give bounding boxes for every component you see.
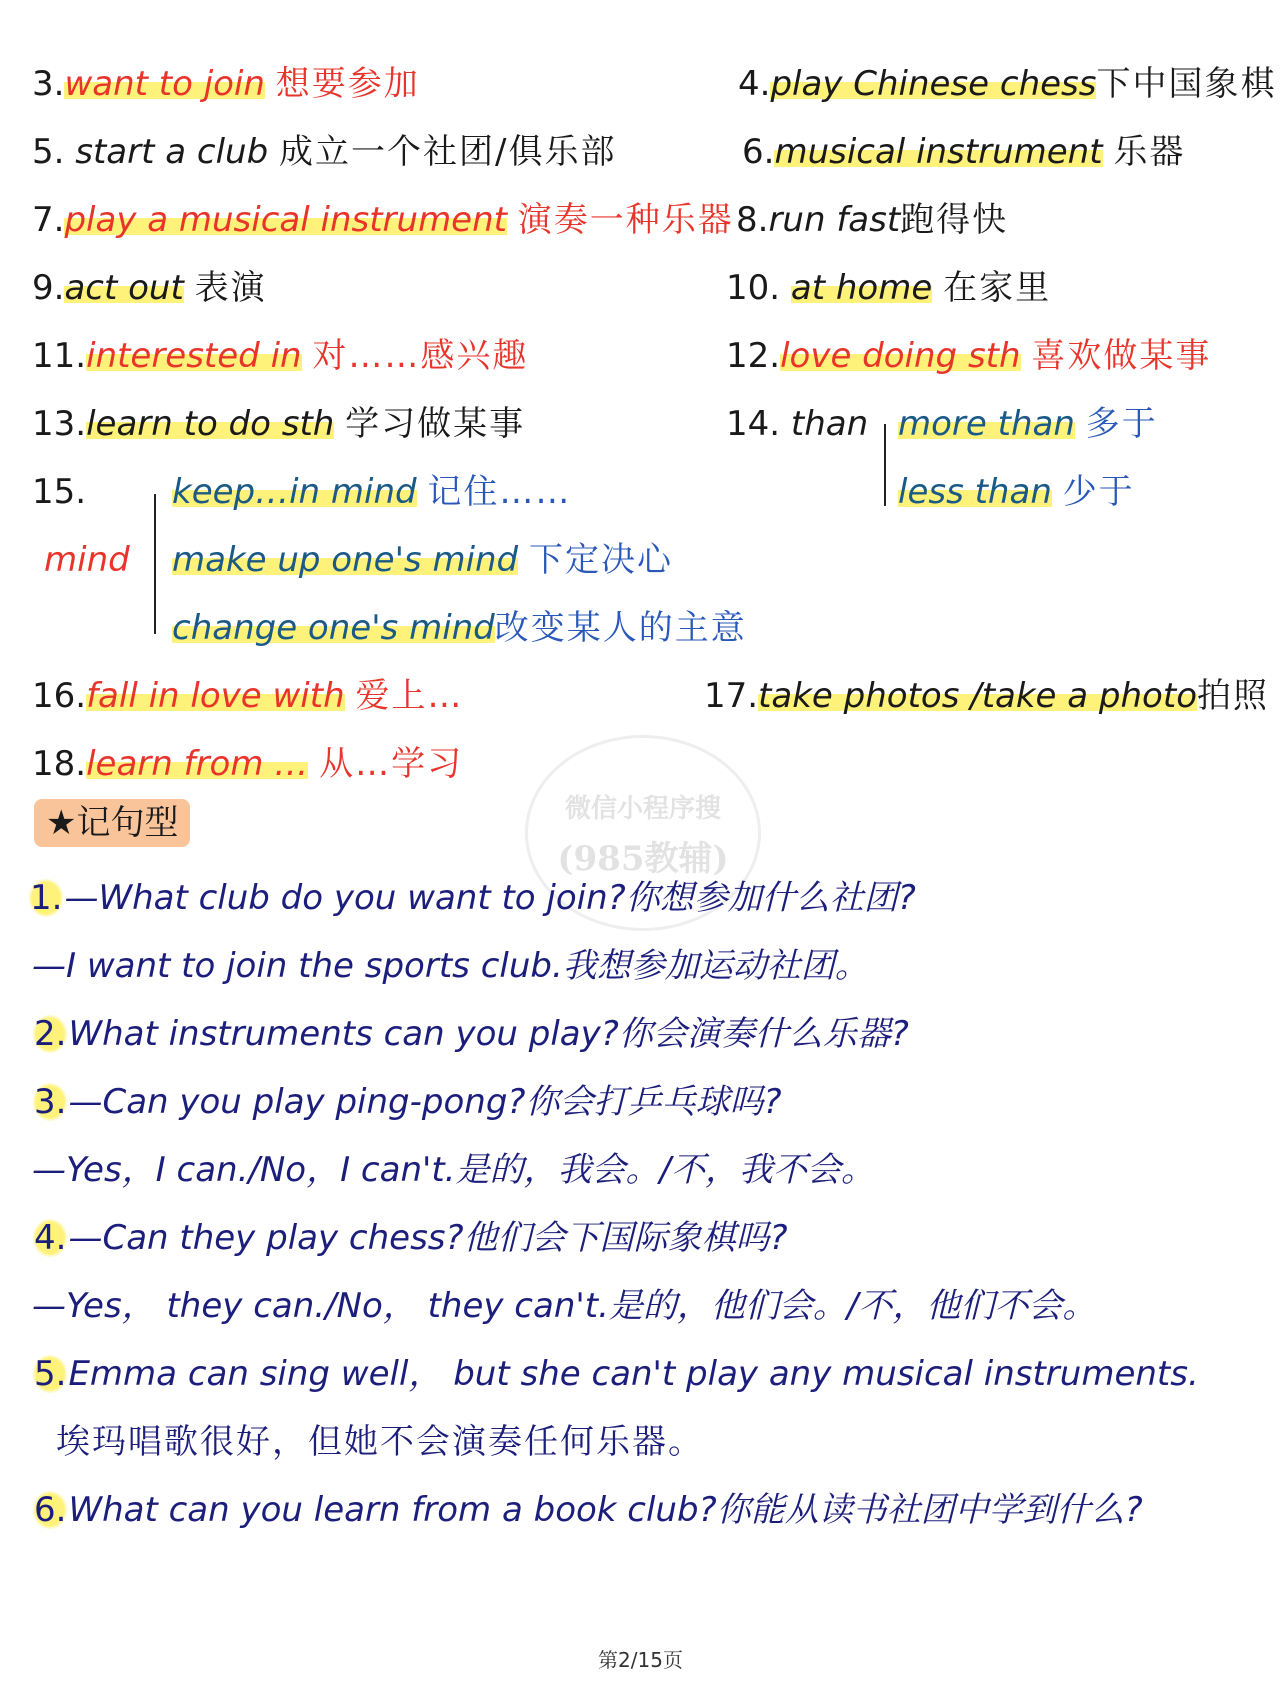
than-item-more [898,402,1158,446]
phrase-chinese: 从…学习 [319,744,464,784]
sentence-3 [32,1080,782,1124]
phrase-chinese: 在家里 [943,268,1052,308]
mind-chinese: 下定决心 [528,540,673,580]
section-title: ★记句型 [34,799,190,847]
watermark-line1: 微信小程序搜 [564,794,721,824]
phrase-english: want to join [64,64,265,104]
sentence-text: 埃玛唱歌很好，但她不会演奏任何乐器。 [56,1422,704,1462]
phrase-number: 4. [738,64,771,104]
sentence-4-answer [32,1284,1096,1328]
phrase-11 [32,334,528,378]
phrase-chinese: 爱上… [355,676,464,716]
mind-brace [154,494,156,634]
phrase-chinese: 对……感兴趣 [312,336,529,376]
phrase-english: learn from … [86,744,309,784]
page-number-footer: 第2/15页 [598,1648,683,1672]
sentence-text: What can you learn from a book club?你能从读书社团中学到什么? [68,1490,1143,1530]
phrase-6 [742,130,1185,174]
sentence-6 [32,1488,1143,1532]
sentence-number: 1. [30,878,63,918]
mind-english: keep…in mind [172,472,417,512]
sentence-number: 3. [34,1082,67,1122]
phrase-chinese: 成立一个社团/俱乐部 [279,132,617,172]
phrase-english: musical instrument [774,132,1103,172]
phrase-18 [32,742,463,786]
phrase-number: 6. [742,132,775,172]
phrase-chinese: 学习做某事 [345,404,526,444]
sentence-number: 4. [34,1218,67,1258]
phrase-chinese: 表演 [194,268,267,308]
sentence-number: 5. [34,1354,67,1394]
sentence-3-answer [32,1148,875,1192]
sentence-4 [32,1216,788,1260]
phrase-english: act out [64,268,184,308]
sentence-1 [28,876,916,920]
phrase-4 [738,62,1276,106]
sentence-text: —Can they play chess?他们会下国际象棋吗? [68,1218,788,1258]
phrase-9 [32,266,267,310]
phrase-3 [32,62,420,106]
phrase-number: 5. [32,132,65,172]
phrase-number: 3. [32,64,65,104]
phrase-15 [32,470,86,514]
sentence-text: —Yes，I can./No，I can't.是的，我会。/不，我不会。 [32,1150,875,1190]
phrase-english: play Chinese chess [770,64,1097,104]
phrase-chinese: 跑得快 [900,200,1009,240]
sentence-text: What instruments can you play?你会演奏什么乐器? [68,1014,909,1054]
phrase-8 [736,198,1008,242]
mind-label: mind [44,540,130,580]
sentence-text: —What club do you want to join?你想参加什么社团? [64,878,916,918]
sentence-text: —Yes， they can./No， they can't.是的，他们会。/不，他们不会。 [32,1286,1097,1326]
sentence-5 [32,1352,1199,1396]
than-english: less than [898,472,1052,512]
mind-word [44,538,130,582]
phrase-14 [726,402,868,446]
phrase-5 [32,130,616,174]
phrase-chinese: 演奏一种乐器 [517,200,734,240]
phrase-chinese: 拍照 [1197,676,1269,716]
phrase-english: interested in [86,336,302,376]
than-item-less [898,470,1135,514]
phrase-number: 12. [726,336,781,376]
sentence-5-translation [56,1420,704,1464]
sentence-2 [32,1012,909,1056]
watermark-line2: (985教辅) [557,839,729,879]
than-english: more than [898,404,1075,444]
than-chinese: 多于 [1085,404,1158,444]
phrase-number: 13. [32,404,87,444]
phrase-english: fall in love with [86,676,345,716]
phrase-english: learn to do sth [86,404,335,444]
sentence-number: 6. [34,1490,67,1530]
phrase-number: 11. [32,336,87,376]
sentence-text: —I want to join the sports club.我想参加运动社团。 [32,946,869,986]
mind-item-keep [172,470,571,514]
phrase-english: love doing sth [780,336,1021,376]
mind-item-make-up [172,538,673,582]
than-brace [884,424,886,506]
phrase-number: 8. [736,200,769,240]
phrase-chinese: 乐器 [1113,132,1186,172]
phrase-english: take photos /take a photo [758,676,1197,716]
mind-chinese: 改变某人的主意 [494,608,747,648]
sentence-1-answer [32,944,869,988]
phrase-english: run fast [768,200,901,240]
phrase-number: 16. [32,676,87,716]
phrase-chinese: 喜欢做某事 [1031,336,1212,376]
sentence-text: —Can you play ping-pong?你会打乒乓球吗? [68,1082,782,1122]
phrase-english: start a club [75,132,269,172]
sentence-text: Emma can sing well， but she can't play any musical instruments. [68,1354,1199,1394]
phrase-english: play a musical instrument [64,200,507,240]
phrase-number: 15. [32,472,87,512]
phrase-16 [32,674,463,718]
than-chinese: 少于 [1062,472,1135,512]
phrase-number: 14. [726,404,781,444]
mind-item-change [172,606,747,650]
sentence-number: 2. [34,1014,67,1054]
phrase-7 [32,198,734,242]
phrase-number: 17. [704,676,759,716]
phrase-number: 7. [32,200,65,240]
mind-english: change one's mind [172,608,495,648]
phrase-chinese: 想要参加 [275,64,420,104]
phrase-english: at home [790,268,933,308]
phrase-english: than [790,404,869,444]
mind-chinese: 记住…… [427,472,572,512]
phrase-10 [726,266,1051,310]
phrase-number: 10. [726,268,781,308]
mind-english: make up one's mind [172,540,519,580]
phrase-13 [32,402,525,446]
phrase-17 [704,674,1269,718]
phrase-number: 18. [32,744,87,784]
phrase-12 [726,334,1211,378]
phrase-chinese: 下中国象棋 [1096,64,1277,104]
phrase-number: 9. [32,268,65,308]
